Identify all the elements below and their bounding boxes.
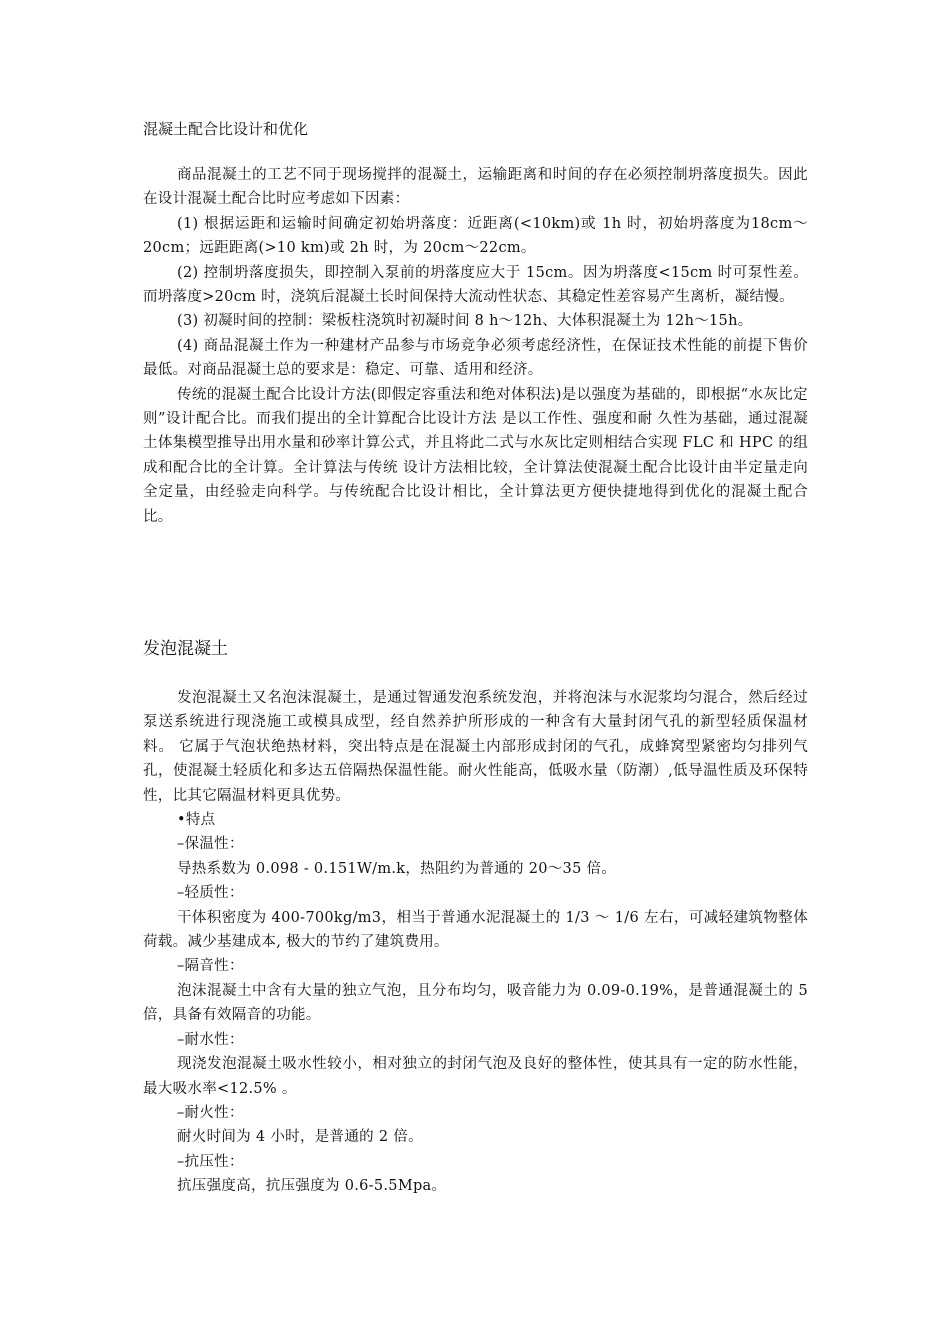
feature-text-fire: 耐火时间为 4 小时，是普通的 2 倍。 bbox=[177, 1129, 423, 1146]
feature-text-sound: 泡沫混凝土中含有大量的独立气泡，且分布均匀，吸音能力为 0.09-0.19%，是普通混凝土的 5 倍，具备有效隔音的功能。 bbox=[143, 982, 808, 1024]
section-mix-design-body bbox=[143, 163, 808, 529]
features-heading: •特点 bbox=[177, 812, 216, 829]
feature-text-lightweight: 干体积密度为 400-700kg/m3，相当于普通水泥混凝土的 1/3 ～ 1/6 左右，可减轻建筑物整体荷载。减少基建成本, 极大的节约了建筑费用。 bbox=[143, 909, 808, 951]
feature-label-fire: –耐火性： bbox=[177, 1104, 244, 1121]
section-foam-concrete-body bbox=[143, 686, 808, 1199]
paragraph-method: 传统的混凝土配合比设计方法(即假定容重法和绝对体积法)是以强度为基础的，即根据“水灰比定则”设计配合比。而我们提出的全计算配合比设计方法 是以工作性、强度和耐 久性为基础，通过混凝土体集模型推导出用水量和砂率计算公式，并且将此二式与水灰比定则相结合实现 FLC 和 HPC 的组成和配合比的全计算。全计算法与传统 设计方法相比较，全计算法使混凝土配合比设计由半定量走向全定量，由经验走向科学。与传统配合比设计相比，全计算法更方便快捷地得到优化的混凝土配合比。 bbox=[143, 386, 808, 525]
section-title-foam-concrete: 发泡混凝土 bbox=[143, 639, 228, 659]
paragraph-item-1: (1) 根据运距和运输时间确定初始坍落度：近距离(<10km)或 1h 时，初始坍落度为18cm～20cm；远距距离(>10 km)或 2h 时，为 20cm～22cm。 bbox=[143, 215, 808, 257]
feature-text-water: 现浇发泡混凝土吸水性较小，相对独立的封闭气泡及良好的整体性，使其具有一定的防水性能，最大吸水率<12.5% 。 bbox=[143, 1056, 808, 1097]
section-title-mix-design: 混凝土配合比设计和优化 bbox=[143, 120, 309, 138]
paragraph-foam-intro: 发泡混凝土又名泡沫混凝土，是通过智通发泡系统发泡，并将泡沫与水泥浆均匀混合，然后经过泵送系统进行现浇施工或模具成型，经自然养护所形成的一种含有大量封闭气孔的新型轻质保温材料。 它属于气泡状绝热材料，突出特点是在混凝土内部形成封闭的气孔，成蜂窝型紧密均匀排列气孔，使混凝土轻质化和多达五倍隔热保温性能。耐火性能高，低吸水量（防潮）,低导温性质及环保特性，比其它隔温材料更具优势。 bbox=[143, 690, 808, 804]
paragraph-item-2: (2) 控制坍落度损失，即控制入泵前的坍落度应大于 15cm。因为坍落度<15cm 时可泵性差。而坍落度>20cm 时，浇筑后混凝土长时间保持大流动性状态、其稳定性差容易产生离析，凝结慢。 bbox=[143, 264, 808, 306]
feature-label-lightweight: –轻质性： bbox=[177, 885, 244, 902]
feature-label-compression: –抗压性： bbox=[177, 1153, 244, 1170]
feature-text-insulation: 导热系数为 0.098 - 0.151W/m.k，热阻约为普通的 20～35 倍。 bbox=[177, 860, 617, 877]
feature-label-sound: –隔音性： bbox=[177, 958, 244, 975]
feature-text-compression: 抗压强度高，抗压强度为 0.6-5.5Mpa。 bbox=[177, 1178, 447, 1195]
paragraph-item-3: (3) 初凝时间的控制：梁板柱浇筑时初凝时间 8 h～12h、大体积混凝土为 12h～15h。 bbox=[177, 313, 753, 330]
paragraph-intro: 商品混凝土的工艺不同于现场搅拌的混凝土，运输距离和时间的存在必须控制坍落度损失。因此在设计混凝土配合比时应考虑如下因素： bbox=[143, 167, 808, 208]
feature-label-water: –耐水性： bbox=[177, 1031, 244, 1048]
paragraph-item-4: (4) 商品混凝土作为一种建材产品参与市场竞争必须考虑经济性，在保证技术性能的前提下售价最低。对商品混凝土总的要求是：稳定、可靠、适用和经济。 bbox=[143, 337, 808, 379]
feature-label-insulation: –保温性： bbox=[177, 836, 244, 853]
